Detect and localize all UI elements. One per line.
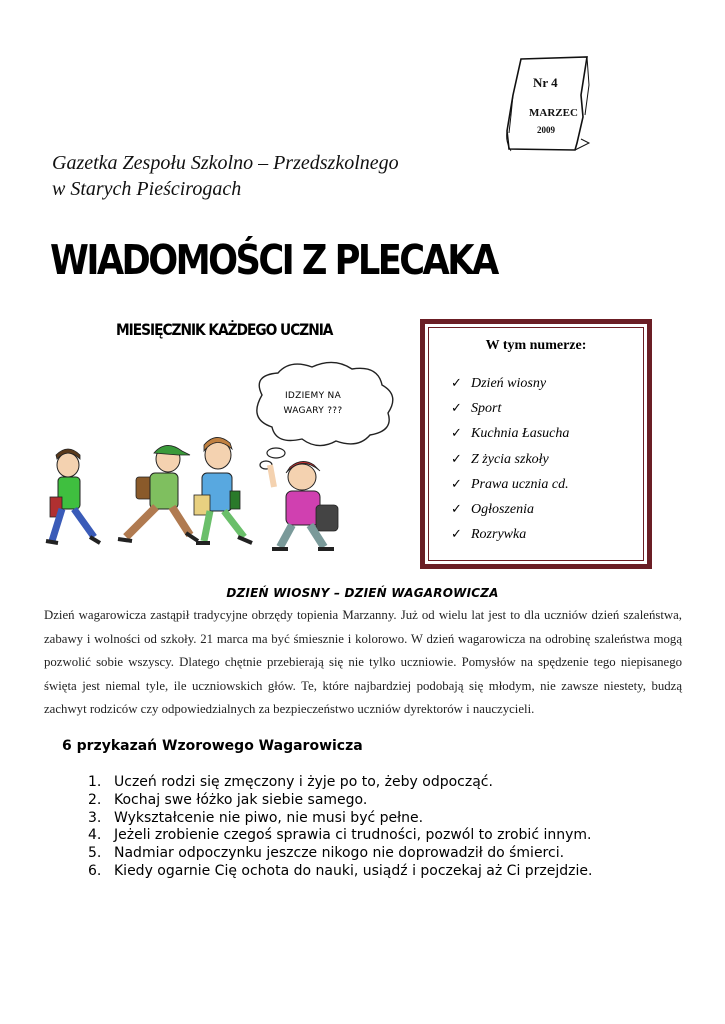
check-icon: ✓	[451, 476, 462, 492]
table-of-contents	[420, 319, 652, 569]
check-icon: ✓	[451, 401, 462, 417]
check-icon: ✓	[451, 527, 462, 543]
list-item	[88, 845, 592, 863]
rule-number: 3.	[88, 809, 102, 826]
bubble-line-1: IDZIEMY NA	[284, 391, 342, 401]
bubble-line-2: WAGARY ???	[283, 406, 343, 416]
list-item	[88, 792, 592, 810]
check-icon: ✓	[451, 451, 462, 467]
issue-month: MARZEC	[529, 107, 578, 119]
masthead-subtitle: MIESIĘCZNIK KAŻDEGO UCZNIA	[116, 320, 333, 339]
toc-item[interactable]	[451, 371, 569, 396]
check-icon: ✓	[451, 376, 462, 391]
list-item	[88, 863, 592, 881]
masthead-title: WIADOMOŚCI Z PLECAKA	[50, 236, 497, 284]
toc-item-label: Rozrywka	[471, 527, 527, 543]
thought-bubble-text	[268, 389, 358, 419]
paper-sheet-icon	[503, 55, 595, 153]
organization-line-2: w Starych Pieścirogach	[52, 178, 242, 200]
rule-number: 2.	[88, 791, 102, 808]
toc-item[interactable]	[451, 421, 570, 446]
toc-item[interactable]	[451, 472, 569, 497]
toc-item-label: Sport	[471, 401, 502, 417]
rules-list	[88, 774, 592, 881]
rule-number: 6.	[88, 862, 102, 879]
waving-kid-icon	[270, 461, 338, 549]
rule-text: Jeżeli zrobienie czegoś sprawia ci trudności, pozwól to zrobić innym.	[114, 827, 592, 844]
rule-number: 4.	[88, 827, 102, 844]
boy-with-backpack-icon	[194, 437, 252, 543]
toc-item[interactable]	[451, 497, 569, 522]
boy-with-cap-icon	[118, 445, 198, 541]
rule-text: Wykształcenie nie piwo, nie musi być pełne.	[114, 809, 424, 826]
toc-item-label: Dzień wiosny	[471, 376, 547, 391]
walking-boy-icon	[46, 449, 100, 543]
toc-title: W tym numerze:	[485, 338, 587, 353]
toc-item-label: Prawa ucznia cd.	[471, 476, 569, 492]
list-item	[88, 810, 592, 828]
toc-list	[451, 371, 570, 547]
toc-item-label: Z życia szkoły	[471, 451, 549, 467]
issue-badge	[503, 55, 595, 153]
toc-inner-frame	[428, 327, 644, 561]
list-item	[88, 774, 592, 792]
rule-text: Nadmiar odpoczynku jeszcze nikogo nie doprowadził do śmierci.	[114, 845, 565, 862]
toc-item[interactable]	[451, 447, 569, 472]
toc-item[interactable]	[451, 396, 569, 421]
toc-item-label: Ogłoszenia	[471, 501, 534, 517]
rule-text: Uczeń rodzi się zmęczony i żyje po to, żeby odpocząć.	[114, 774, 493, 790]
toc-item-label: Kuchnia Łasucha	[471, 426, 570, 442]
issue-number: Nr 4	[533, 75, 558, 90]
article-heading: DZIEŃ WIOSNY – DZIEŃ WAGAROWICZA	[226, 586, 499, 600]
issue-year: 2009	[537, 125, 555, 135]
toc-item[interactable]	[451, 522, 569, 547]
list-item	[88, 827, 592, 845]
check-icon: ✓	[451, 426, 462, 442]
rule-text: Kiedy ogarnie Cię ochota do nauki, usiądź i poczekaj aż Ci przejdzie.	[114, 862, 593, 879]
rule-text: Kochaj swe łóżko jak siebie samego.	[114, 791, 368, 808]
article-body: Dzień wagarowicza zastąpił tradycyjne obrzędy topienia Marzanny. Już od wielu lat jest to dla uczniów dzień szaleństwa, zabawy i wolności od szkoły. 21 marca ma być śmiesznie i kolorowo. W dzień wagarowicza na odrobinę szaleństwa mogą pozwolić sobie wszyscy. Dlatego chętnie przebierają się nie tylko uczniowie. Pomysłów na spędzenie tego niepisanego święta jest niemal tyle, ile uczniowskich głów. Te, które najbardziej podobają się młodym, nie zawsze niestety, budzą zachwyt rodziców czy odpowiedzialnych za bezpieczeństwo uczniów dyrektorów i nauczycieli.	[44, 608, 682, 716]
kids-illustration	[40, 355, 420, 565]
organization-name	[52, 150, 399, 202]
rules-title: 6 przykazań Wzorowego Wagarowicza	[62, 738, 363, 754]
organization-line-1: Gazetka Zespołu Szkolno – Przedszkolnego	[52, 152, 399, 174]
rule-number: 5.	[88, 845, 102, 862]
rule-number: 1.	[88, 774, 102, 790]
check-icon: ✓	[451, 501, 462, 517]
